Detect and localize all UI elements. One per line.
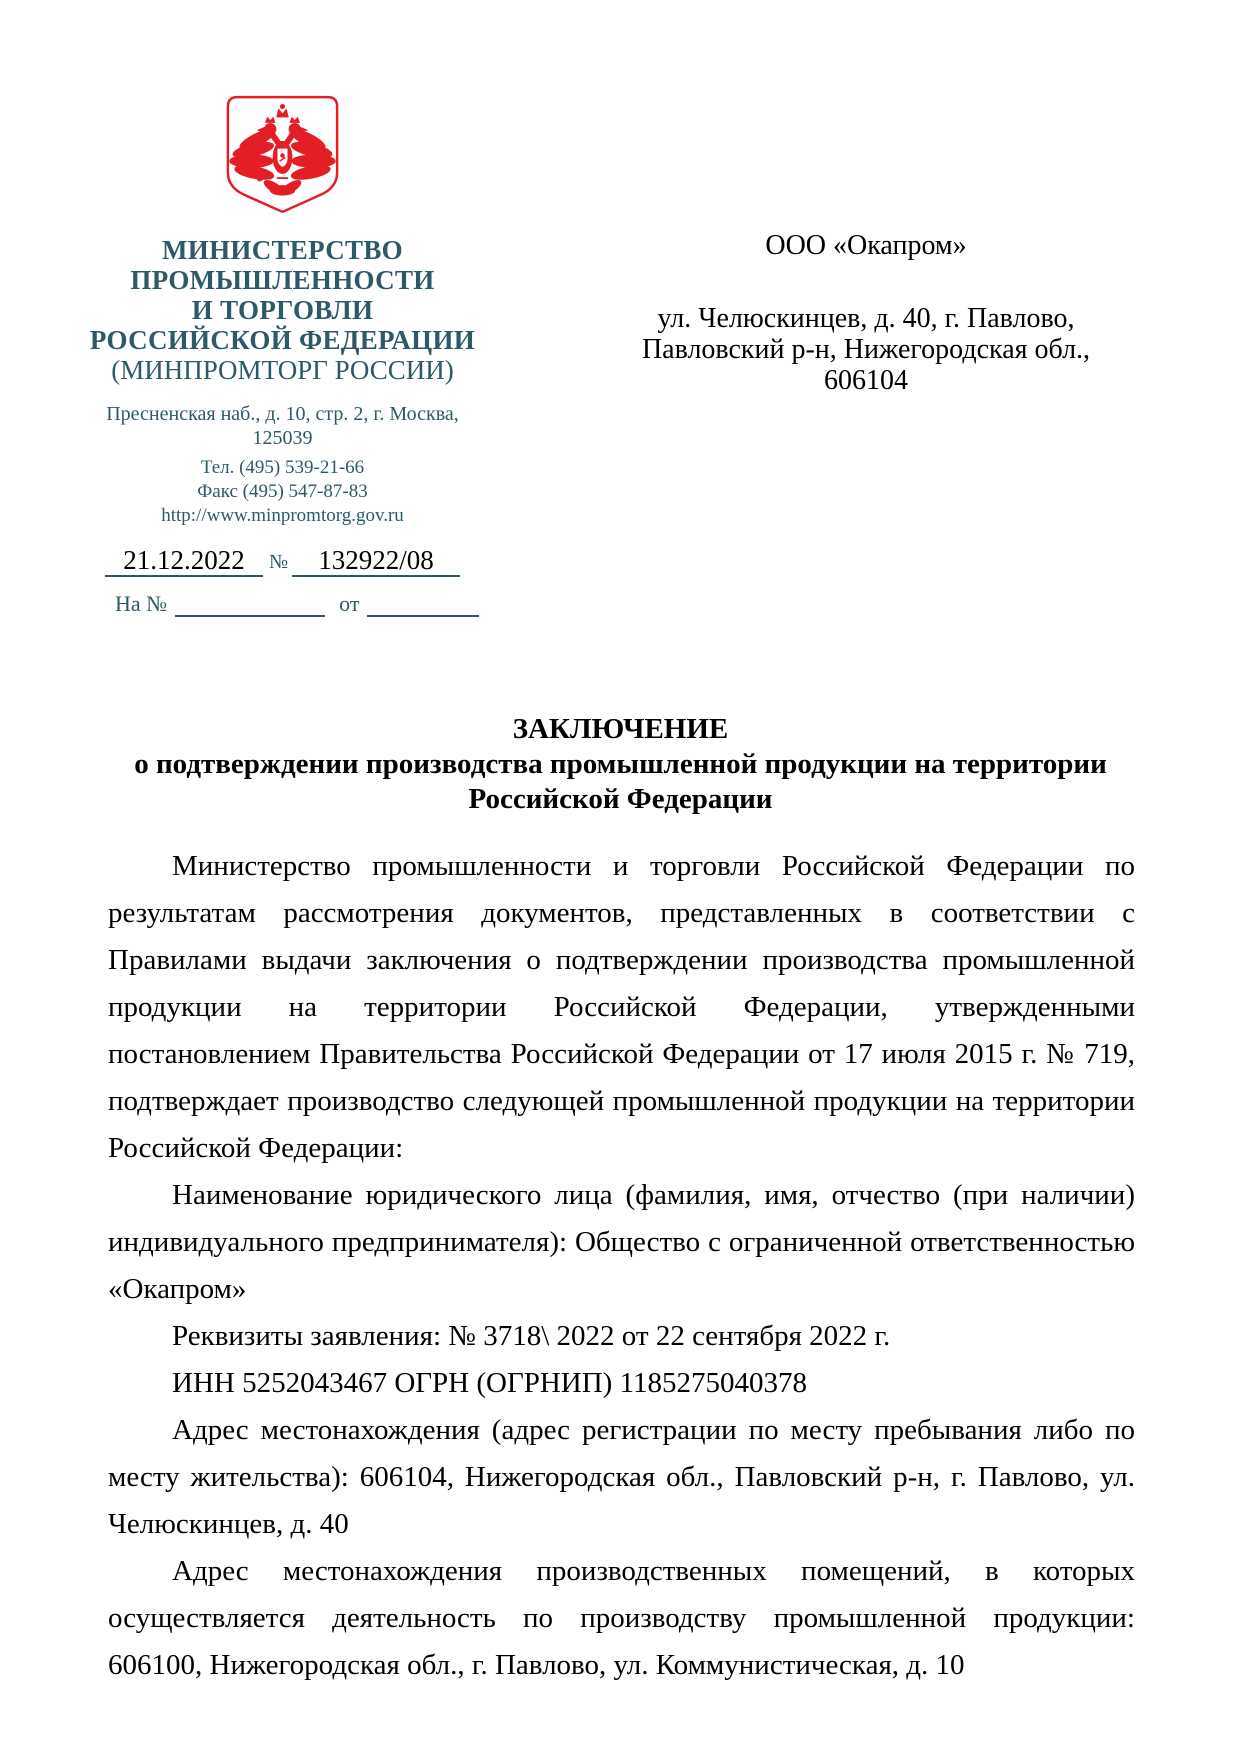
number-sign: № (268, 551, 289, 573)
recipient-block (600, 230, 1132, 396)
document-body (108, 843, 1135, 1689)
recipient-address-line: Павловский р-н, Нижегородская обл., (641, 334, 1091, 365)
letterhead (75, 95, 490, 617)
document-title-line: о подтверждении производства промышленной продукции на территории (134, 748, 1107, 780)
body-paragraph: Адрес местонахождения производственных помещений, в которых осуществляется деятельность по производству промышленной продукции: 606100, Нижегородская обл., г. Павлово, ул. Коммунистическая, д. 10 (108, 1555, 1135, 1681)
incoming-date-blank (367, 593, 479, 617)
body-paragraph: Министерство промышленности и торговли Российской Федерации по результатам рассмотрения документов, представленных в соответствии с Правилами выдачи заключения о подтверждении производства промышленной продукции на территории Российской Федерации, утвержденными постановлением Правительства Российской Федерации от 17 июля 2015 г. № 719, подтверждает производство следующей промышленной продукции на территории Российской Федерации: (108, 850, 1135, 1164)
document-title-line: ЗАКЛЮЧЕНИЕ (512, 713, 729, 745)
incoming-na-label: На № (115, 591, 168, 616)
incoming-number-blank (175, 593, 325, 617)
ministry-address: Пресненская наб., д. 10, стр. 2, г. Москва, 125039 (106, 403, 459, 449)
ministry-name-line: И ТОРГОВЛИ (191, 295, 374, 325)
russia-coat-of-arms-icon (226, 95, 339, 221)
incoming-ref-row (75, 591, 490, 617)
ministry-name-line: РОССИЙСКОЙ ФЕДЕРАЦИИ (89, 325, 476, 355)
recipient-name: ООО «Окапром» (765, 230, 967, 261)
outgoing-date: 21.12.2022 (105, 545, 263, 577)
ministry-website: http://www.minpromtorg.gov.ru (161, 505, 404, 526)
recipient-address-line: 606104 (824, 365, 908, 396)
ministry-name-line: МИНИСТЕРСТВО (162, 235, 403, 265)
outgoing-number: 132922/08 (292, 545, 460, 577)
document-title-line: Российской Федерации (468, 783, 773, 815)
ministry-phone: Тел. (495) 539-21-66 (200, 457, 365, 478)
body-paragraph: Реквизиты заявления: № 3718\ 2022 от 22 сентября 2022 г. (172, 1320, 891, 1352)
outgoing-ref-row (75, 545, 490, 577)
ministry-fax: Факс (495) 547-87-83 (197, 481, 368, 502)
incoming-ot-label: от (339, 591, 360, 616)
ministry-name-line: ПРОМЫШЛЕННОСТИ (130, 265, 435, 295)
ministry-name (75, 235, 490, 355)
document-title (0, 712, 1241, 817)
ministry-short-name: (МИНПРОМТОРГ РОССИИ) (111, 355, 454, 385)
body-paragraph: Наименование юридического лица (фамилия, имя, отчество (при наличии) индивидуального предпринимателя): Общество с ограниченной ответственностью «Окапром» (108, 1179, 1135, 1305)
body-paragraph: ИНН 5252043467 ОГРН (ОГРНИП) 1185275040378 (172, 1367, 808, 1399)
recipient-address-line: ул. Челюскинцев, д. 40, г. Павлово, (657, 303, 1075, 334)
body-paragraph: Адрес местонахождения (адрес регистрации по месту пребывания либо по месту жительства): 606104, Нижегородская обл., Павловский р-н, г. Павлово, ул. Челюскинцев, д. 40 (108, 1414, 1135, 1540)
